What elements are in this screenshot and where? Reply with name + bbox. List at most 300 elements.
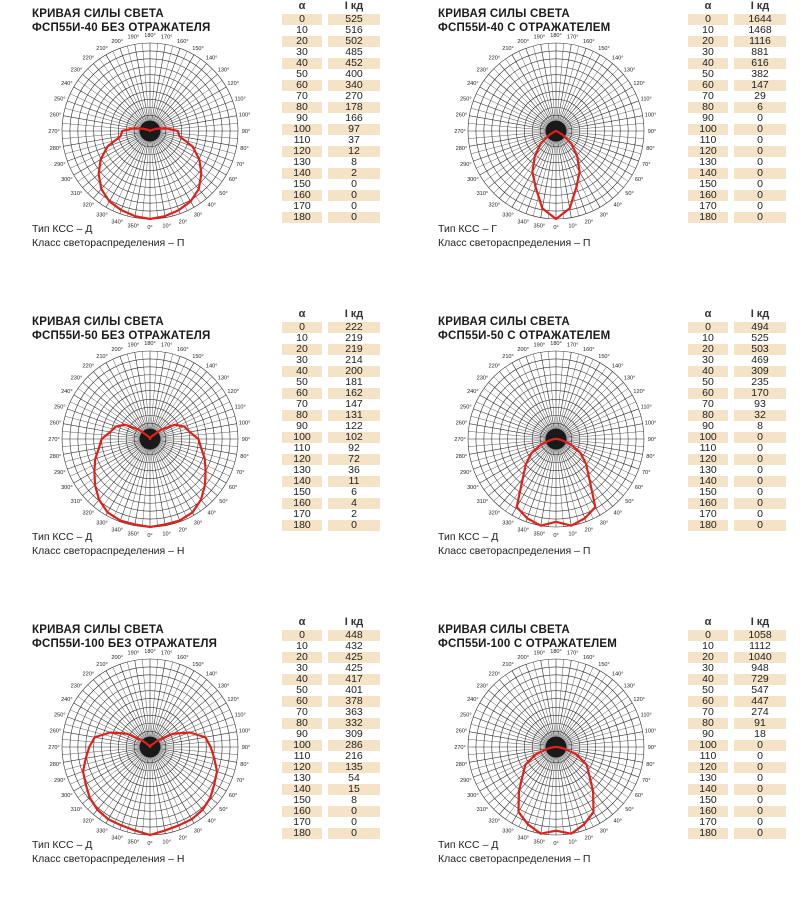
distribution-class-label: Класс светораспределения – П bbox=[438, 853, 591, 865]
grid-spoke bbox=[548, 450, 555, 527]
angle-tick-label: 190° bbox=[127, 342, 140, 349]
intensity-header: I кд bbox=[344, 308, 364, 320]
grid-spoke bbox=[93, 680, 143, 739]
angle-cell: 130 bbox=[293, 156, 311, 168]
angle-cell: 150 bbox=[699, 794, 717, 806]
grid-spoke bbox=[159, 445, 222, 489]
intensity-cell: 222 bbox=[328, 322, 380, 333]
grid-spoke bbox=[156, 448, 200, 511]
angle-tick-label: 90° bbox=[647, 745, 657, 752]
grid-spoke bbox=[561, 363, 600, 430]
angle-cell: 70 bbox=[702, 398, 714, 410]
angle-tick-label: 210° bbox=[502, 354, 514, 361]
distribution-class-label: Класс светораспределения – П bbox=[438, 545, 591, 557]
angle-cell: 180 bbox=[688, 828, 728, 839]
angle-tick-label: 300° bbox=[61, 177, 73, 184]
angle-tick-label: 10° bbox=[568, 531, 577, 538]
angle-cell: 110 bbox=[293, 750, 311, 762]
angle-tick-label: 10° bbox=[568, 223, 577, 230]
angle-cell: 130 bbox=[293, 464, 311, 476]
intensity-cell: 147 bbox=[345, 398, 363, 410]
intensity-cell: 0 bbox=[757, 442, 763, 454]
intensity-cell: 29 bbox=[754, 90, 766, 102]
angle-tick-label: 70° bbox=[235, 162, 245, 169]
angle-tick-label: 320° bbox=[82, 202, 95, 209]
grid-spoke bbox=[565, 395, 632, 434]
grid-spoke bbox=[159, 87, 226, 126]
angle-tick-label: 170° bbox=[566, 34, 579, 41]
grid-spoke bbox=[484, 445, 547, 489]
grid-spoke bbox=[548, 659, 555, 736]
intensity-table bbox=[688, 616, 786, 839]
grid-spoke bbox=[158, 754, 217, 804]
table-row bbox=[282, 520, 380, 531]
grid-spoke bbox=[565, 81, 628, 125]
angle-tick-label: 270° bbox=[48, 437, 60, 444]
intensity-cell: 494 bbox=[734, 322, 786, 333]
kss-type-label: Тип КСС – Г bbox=[438, 223, 497, 235]
intensity-cell: 6 bbox=[734, 102, 786, 113]
angle-tick-label: 50° bbox=[625, 498, 634, 505]
intensity-cell: 0 bbox=[328, 828, 380, 839]
intensity-cell: 0 bbox=[734, 454, 786, 465]
grid-spoke bbox=[161, 132, 238, 139]
intensity-cell: 92 bbox=[348, 442, 360, 454]
angle-tick-label: 90° bbox=[241, 745, 251, 752]
grid-spoke bbox=[557, 142, 564, 219]
grid-spoke bbox=[151, 43, 158, 120]
angle-tick-label: 130° bbox=[623, 67, 636, 74]
angle-cell: 150 bbox=[293, 178, 311, 190]
angle-tick-label: 150° bbox=[598, 662, 610, 669]
angle-tick-label: 220° bbox=[82, 55, 95, 62]
grid-spoke bbox=[562, 140, 606, 203]
grid-spoke bbox=[564, 690, 623, 740]
angle-cell: 70 bbox=[702, 90, 714, 102]
angle-cell: 180 bbox=[688, 212, 728, 223]
intensity-table bbox=[282, 616, 380, 839]
grid-spoke bbox=[78, 697, 141, 741]
angle-tick-label: 0° bbox=[553, 841, 559, 848]
angle-tick-label: 190° bbox=[127, 650, 140, 657]
intensity-cell: 729 bbox=[734, 674, 786, 685]
grid-spoke bbox=[564, 446, 623, 496]
angle-cell: 160 bbox=[688, 806, 728, 817]
angle-tick-label: 160° bbox=[177, 38, 189, 45]
intensity-cell: 0 bbox=[734, 432, 786, 443]
angle-tick-label: 270° bbox=[454, 745, 466, 752]
intensity-cell: 547 bbox=[751, 684, 769, 696]
angle-cell: 30 bbox=[702, 354, 714, 366]
angle-cell: 60 bbox=[282, 696, 322, 707]
intensity-cell: 0 bbox=[757, 750, 763, 762]
intensity-cell: 216 bbox=[345, 750, 363, 762]
intensity-cell: 147 bbox=[734, 80, 786, 91]
angle-cell: 100 bbox=[688, 740, 728, 751]
chart-footer bbox=[32, 530, 185, 558]
angle-tick-label: 210° bbox=[502, 46, 514, 53]
angle-tick-label: 0° bbox=[147, 533, 153, 540]
grid-spoke bbox=[151, 450, 158, 527]
grid-spoke bbox=[562, 756, 606, 819]
grid-spoke bbox=[157, 680, 207, 739]
angle-cell: 90 bbox=[702, 420, 714, 432]
angle-tick-label: 320° bbox=[488, 818, 501, 825]
angle-cell: 120 bbox=[282, 454, 322, 465]
intensity-cell: 4 bbox=[328, 498, 380, 509]
angle-tick-label: 230° bbox=[70, 375, 83, 382]
angle-tick-label: 120° bbox=[227, 697, 239, 704]
angle-tick-label: 180° bbox=[550, 341, 562, 348]
grid-spoke bbox=[567, 739, 644, 746]
angle-tick-label: 80° bbox=[240, 761, 249, 768]
angle-cell: 90 bbox=[296, 420, 308, 432]
angle-tick-label: 30° bbox=[599, 828, 609, 835]
angle-tick-label: 60° bbox=[634, 177, 644, 184]
grid-spoke bbox=[156, 675, 200, 738]
grid-spoke bbox=[557, 758, 564, 835]
grid-spoke bbox=[484, 81, 547, 125]
angle-tick-label: 80° bbox=[646, 761, 655, 768]
kss-type-label: Тип КСС – Д bbox=[32, 223, 93, 235]
grid-spoke bbox=[156, 367, 200, 430]
angle-tick-label: 130° bbox=[623, 683, 636, 690]
angle-cell: 40 bbox=[688, 366, 728, 377]
intensity-cell: 0 bbox=[757, 156, 763, 168]
intensity-header: I кд bbox=[344, 616, 364, 628]
angle-tick-label: 330° bbox=[502, 212, 514, 219]
angle-tick-label: 170° bbox=[160, 650, 173, 657]
angle-tick-label: 60° bbox=[228, 485, 238, 492]
angle-tick-label: 250° bbox=[54, 404, 66, 411]
angle-tick-label: 150° bbox=[192, 354, 204, 361]
angle-cell: 10 bbox=[296, 332, 308, 344]
intensity-cell: 616 bbox=[734, 58, 786, 69]
table-body bbox=[688, 14, 786, 223]
grid-spoke bbox=[151, 351, 158, 428]
kss-type-label: Тип КСС – Д bbox=[32, 531, 93, 543]
intensity-cell: 0 bbox=[757, 486, 763, 498]
table-body bbox=[688, 630, 786, 839]
intensity-cell: 378 bbox=[328, 696, 380, 707]
intensity-cell: 219 bbox=[345, 332, 363, 344]
angle-tick-label: 320° bbox=[82, 510, 95, 517]
angle-tick-label: 170° bbox=[160, 342, 173, 349]
grid-spoke bbox=[480, 444, 547, 483]
intensity-cell: 0 bbox=[734, 212, 786, 223]
angle-tick-label: 290° bbox=[460, 778, 472, 785]
grid-spoke bbox=[480, 395, 547, 434]
angle-cell: 70 bbox=[296, 706, 308, 718]
angle-cell: 50 bbox=[702, 684, 714, 696]
intensity-cell: 135 bbox=[328, 762, 380, 773]
table-header bbox=[282, 0, 380, 14]
angle-tick-label: 20° bbox=[584, 527, 594, 534]
angle-cell: 110 bbox=[293, 134, 311, 146]
angle-cell: 80 bbox=[688, 102, 728, 113]
angle-tick-label: 170° bbox=[566, 650, 579, 657]
intensity-cell: 309 bbox=[345, 728, 363, 740]
grid-spoke bbox=[151, 659, 158, 736]
angle-cell: 110 bbox=[699, 134, 717, 146]
angle-tick-label: 70° bbox=[235, 778, 245, 785]
intensity-cell: 0 bbox=[757, 816, 763, 828]
angle-tick-label: 140° bbox=[611, 671, 624, 678]
grid-spoke bbox=[142, 659, 149, 736]
angle-cell: 20 bbox=[282, 344, 322, 355]
grid-spoke bbox=[157, 447, 207, 506]
angle-cell: 140 bbox=[282, 476, 322, 487]
angle-tick-label: 180° bbox=[144, 341, 156, 348]
angle-tick-label: 340° bbox=[111, 527, 123, 534]
angle-tick-label: 270° bbox=[48, 129, 60, 136]
angle-tick-label: 110° bbox=[640, 96, 652, 103]
angle-tick-label: 210° bbox=[96, 662, 108, 669]
grid-spoke bbox=[83, 138, 142, 188]
grid-spoke bbox=[93, 64, 143, 123]
angle-cell: 40 bbox=[282, 366, 322, 377]
angle-tick-label: 290° bbox=[460, 162, 472, 169]
angle-tick-label: 110° bbox=[640, 404, 652, 411]
chart-title-line1: КРИВАЯ СИЛЫ СВЕТА bbox=[438, 624, 570, 636]
intensity-cell: 525 bbox=[751, 332, 769, 344]
grid-spoke bbox=[158, 138, 217, 188]
angle-tick-label: 10° bbox=[568, 839, 577, 846]
chart-title-line2: ФСП55И-50 БЕЗ ОТРАЖАТЕЛЯ bbox=[32, 330, 211, 342]
grid-spoke bbox=[489, 690, 548, 740]
angle-tick-label: 120° bbox=[227, 389, 239, 396]
grid-spoke bbox=[563, 447, 613, 506]
angle-tick-label: 200° bbox=[111, 654, 123, 661]
grid-spoke bbox=[564, 74, 623, 124]
angle-tick-label: 250° bbox=[54, 712, 66, 719]
grid-spoke bbox=[142, 758, 149, 835]
angle-cell: 30 bbox=[296, 662, 308, 674]
angle-tick-label: 100° bbox=[644, 728, 657, 735]
chart-footer bbox=[438, 222, 590, 250]
angle-cell: 80 bbox=[688, 718, 728, 729]
grid-spoke bbox=[93, 372, 143, 431]
angle-tick-label: 270° bbox=[48, 745, 60, 752]
angle-tick-label: 320° bbox=[82, 818, 95, 825]
angle-cell: 100 bbox=[688, 124, 728, 135]
intensity-cell: 309 bbox=[734, 366, 786, 377]
angle-tick-label: 20° bbox=[584, 219, 594, 226]
grid-spoke bbox=[499, 372, 549, 431]
grid-spoke bbox=[142, 142, 149, 219]
intensity-cell: 0 bbox=[328, 806, 380, 817]
angle-cell: 20 bbox=[688, 652, 728, 663]
intensity-cell: 0 bbox=[351, 816, 357, 828]
grid-spoke bbox=[563, 755, 613, 814]
intensity-table bbox=[688, 308, 786, 531]
intensity-cell: 0 bbox=[757, 134, 763, 146]
angle-tick-label: 290° bbox=[54, 162, 66, 169]
grid-spoke bbox=[62, 748, 139, 755]
intensity-cell: 72 bbox=[328, 454, 380, 465]
angle-tick-label: 310° bbox=[476, 190, 489, 197]
polar-chart bbox=[26, 646, 276, 851]
intensity-cell: 1644 bbox=[734, 14, 786, 25]
angle-tick-label: 200° bbox=[111, 38, 123, 45]
angle-tick-label: 310° bbox=[476, 806, 489, 813]
angle-tick-label: 10° bbox=[162, 223, 171, 230]
grid-spoke bbox=[506, 140, 550, 203]
grid-spoke bbox=[468, 739, 545, 746]
grid-spoke bbox=[100, 448, 144, 511]
chart-title-line2: ФСП55И-40 С ОТРАЖАТЕЛЕМ bbox=[438, 22, 611, 34]
angle-tick-label: 40° bbox=[613, 202, 622, 209]
intensity-cell: 0 bbox=[328, 520, 380, 531]
angle-tick-label: 220° bbox=[488, 55, 501, 62]
angle-cell: 50 bbox=[296, 68, 308, 80]
angle-tick-label: 240° bbox=[61, 81, 73, 88]
angle-tick-label: 0° bbox=[553, 533, 559, 540]
grid-spoke bbox=[100, 756, 144, 819]
angle-tick-label: 330° bbox=[96, 212, 108, 219]
intensity-cell: 0 bbox=[351, 200, 357, 212]
angle-tick-label: 110° bbox=[640, 712, 652, 719]
intensity-cell: 37 bbox=[348, 134, 360, 146]
intensity-cell: 363 bbox=[345, 706, 363, 718]
grid-spoke bbox=[155, 140, 194, 207]
grid-spoke bbox=[562, 59, 606, 122]
angle-tick-label: 70° bbox=[641, 162, 651, 169]
angle-cell: 30 bbox=[702, 662, 714, 674]
angle-tick-label: 0° bbox=[147, 225, 153, 232]
intensity-cell: 0 bbox=[734, 520, 786, 531]
angle-cell: 0 bbox=[282, 630, 322, 641]
angle-tick-label: 350° bbox=[127, 223, 140, 230]
angle-cell: 40 bbox=[282, 674, 322, 685]
grid-spoke bbox=[468, 123, 545, 130]
angle-tick-label: 200° bbox=[517, 38, 529, 45]
angle-tick-label: 260° bbox=[455, 420, 468, 427]
chart-panel-fsp55i-100-no-reflector bbox=[0, 616, 400, 906]
angle-cell: 10 bbox=[296, 640, 308, 652]
angle-tick-label: 90° bbox=[647, 129, 657, 136]
grid-spoke bbox=[158, 382, 217, 432]
angle-tick-label: 300° bbox=[467, 177, 479, 184]
grid-spoke bbox=[565, 136, 632, 175]
intensity-cell: 2 bbox=[351, 508, 357, 520]
angle-header: α bbox=[704, 308, 712, 320]
grid-spoke bbox=[561, 671, 600, 738]
grid-spoke bbox=[557, 43, 564, 120]
grid-spoke bbox=[156, 59, 200, 122]
angle-tick-label: 340° bbox=[111, 835, 123, 842]
grid-spoke bbox=[78, 445, 141, 489]
angle-cell: 170 bbox=[293, 508, 311, 520]
chart-title-line1: КРИВАЯ СИЛЫ СВЕТА bbox=[32, 624, 164, 636]
grid-spoke bbox=[106, 448, 145, 515]
grid-spoke bbox=[158, 74, 217, 124]
angle-tick-label: 140° bbox=[611, 55, 624, 62]
grid-spoke bbox=[78, 81, 141, 125]
grid-spoke bbox=[548, 43, 555, 120]
angle-cell: 100 bbox=[282, 124, 322, 135]
intensity-cell: 162 bbox=[328, 388, 380, 399]
angle-tick-label: 350° bbox=[533, 531, 546, 538]
angle-tick-label: 240° bbox=[61, 389, 73, 396]
angle-tick-label: 260° bbox=[49, 420, 62, 427]
grid-spoke bbox=[83, 382, 142, 432]
angle-tick-label: 300° bbox=[61, 793, 73, 800]
intensity-table bbox=[282, 0, 380, 223]
angle-tick-label: 0° bbox=[553, 225, 559, 232]
angle-tick-label: 100° bbox=[238, 112, 251, 119]
angle-tick-label: 220° bbox=[82, 671, 95, 678]
grid-spoke bbox=[480, 703, 547, 742]
grid-spoke bbox=[468, 132, 545, 139]
grid-spoke bbox=[106, 756, 145, 823]
angle-tick-label: 20° bbox=[178, 219, 188, 226]
grid-spoke bbox=[93, 755, 143, 814]
grid-spoke bbox=[499, 64, 549, 123]
intensity-cell: 516 bbox=[345, 24, 363, 36]
angle-tick-label: 310° bbox=[476, 498, 489, 505]
grid-spoke bbox=[480, 752, 547, 791]
angle-cell: 160 bbox=[282, 190, 322, 201]
grid-spoke bbox=[512, 140, 551, 207]
angle-tick-label: 280° bbox=[455, 453, 468, 460]
angle-tick-label: 350° bbox=[533, 839, 546, 846]
angle-tick-label: 70° bbox=[641, 470, 651, 477]
angle-tick-label: 190° bbox=[127, 34, 140, 41]
angle-cell: 40 bbox=[688, 674, 728, 685]
angle-cell: 80 bbox=[282, 718, 322, 729]
angle-tick-label: 110° bbox=[234, 404, 246, 411]
table-body bbox=[688, 322, 786, 531]
angle-cell: 10 bbox=[296, 24, 308, 36]
angle-tick-label: 340° bbox=[111, 219, 123, 226]
angle-tick-label: 250° bbox=[54, 96, 66, 103]
angle-cell: 70 bbox=[296, 90, 308, 102]
angle-tick-label: 290° bbox=[54, 470, 66, 477]
angle-cell: 30 bbox=[296, 46, 308, 58]
angle-tick-label: 350° bbox=[127, 531, 140, 538]
angle-tick-label: 170° bbox=[566, 342, 579, 349]
angle-tick-label: 10° bbox=[162, 531, 171, 538]
grid-spoke bbox=[74, 444, 141, 483]
angle-tick-label: 10° bbox=[162, 839, 171, 846]
distribution-class-label: Класс светораспределения – Н bbox=[32, 545, 185, 557]
angle-cell: 90 bbox=[702, 112, 714, 124]
intensity-cell: 170 bbox=[734, 388, 786, 399]
angle-header: α bbox=[298, 308, 306, 320]
angle-tick-label: 350° bbox=[533, 223, 546, 230]
intensity-cell: 0 bbox=[734, 476, 786, 487]
grid-spoke bbox=[506, 448, 550, 511]
angle-tick-label: 130° bbox=[623, 375, 636, 382]
grid-spoke bbox=[62, 431, 139, 438]
intensity-cell: 122 bbox=[345, 420, 363, 432]
kss-type-label: Тип КСС – Д bbox=[438, 839, 499, 851]
grid-spoke bbox=[512, 671, 551, 738]
chart-panel-fsp55i-40-no-reflector bbox=[0, 0, 400, 290]
grid-spoke bbox=[468, 440, 545, 447]
grid-spoke bbox=[156, 756, 200, 819]
polar-chart bbox=[432, 646, 682, 851]
intensity-cell: 0 bbox=[757, 794, 763, 806]
intensity-cell: 102 bbox=[328, 432, 380, 443]
grid-spoke bbox=[565, 445, 628, 489]
angle-tick-label: 140° bbox=[611, 363, 624, 370]
angle-tick-label: 280° bbox=[49, 145, 62, 152]
chart-title-line2: ФСП55И-100 БЕЗ ОТРАЖАТЕЛЯ bbox=[32, 638, 218, 650]
intensity-cell: 0 bbox=[757, 200, 763, 212]
angle-tick-label: 60° bbox=[228, 177, 238, 184]
